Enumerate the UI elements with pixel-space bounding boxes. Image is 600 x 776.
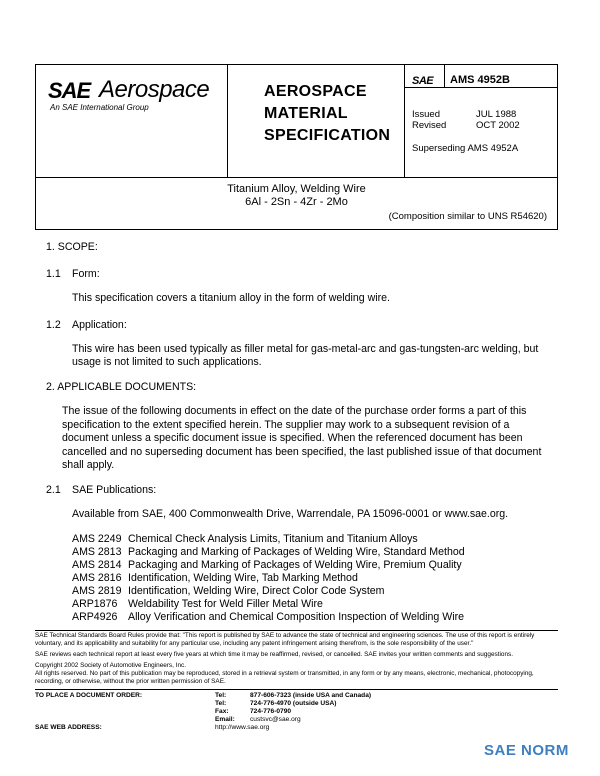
contact-label: Email: — [215, 716, 235, 723]
document-reference-row: ARP1876 Weldability Test for Weld Filler Metal Wire — [72, 598, 323, 610]
sae-norm-watermark-logo: SAE NORM — [484, 742, 569, 759]
section-2-1-title: SAE Publications: — [72, 484, 157, 496]
document-reference-row: AMS 2814 Packaging and Marking of Packages of Welding Wire, Premium Quality — [72, 559, 462, 571]
copyright-note: Copyright 2002 Society of Automotive Engineers, Inc. — [35, 662, 186, 669]
contact-value: 724-776-0790 — [250, 708, 292, 715]
section-2-paragraph: The issue of the following documents in effect on the date of the purchase order forms a part of this specification to the extent specified herein. The supplier may work to a subsequent revision of a document unless a specific document issue is specified. When the referenced document has been cancelled and no superseding document has been specified, the last published issue of that document shall apply. — [62, 405, 542, 472]
web-address-label: SAE WEB ADDRESS: — [35, 724, 102, 731]
revised-date: OCT 2002 — [476, 120, 520, 131]
contact-value: 877-606-7323 (inside USA and Canada) — [250, 692, 372, 699]
spec-title: AEROSPACE MATERIAL SPECIFICATION — [264, 83, 391, 144]
contact-label: Fax: — [215, 708, 229, 715]
section-1-heading: 1. SCOPE: — [46, 241, 98, 253]
document-header — [35, 64, 558, 178]
contact-label: Tel: — [215, 700, 227, 707]
standards-board-note: SAE Technical Standards Board Rules provide that: "This report is published by SAE to advance the state of technical and engineering sciences. The use of this report is entirely voluntary, and its applicability and suitability for any particular use, including any patent infringement arising therefrom, is the sole responsibility of the user." — [35, 632, 535, 648]
issued-label: Issued — [412, 109, 440, 120]
footer-divider — [35, 689, 558, 690]
subject-title: Titanium Alloy, Welding Wire — [227, 183, 366, 195]
sae-availability-text: Available from SAE, 400 Commonwealth Drive, Warrendale, PA 15096-0001 or www.sae.org. — [72, 508, 509, 520]
document-reference-row: AMS 2249 Chemical Check Analysis Limits, Titanium and Titanium Alloys — [72, 533, 418, 545]
document-reference-row: AMS 2819 Identification, Welding Wire, Direct Color Code System — [72, 585, 385, 597]
section-1-2-text-line-2: usage is not limited to such applications. — [72, 356, 262, 368]
contact-value: 724-776-4970 (outside USA) — [250, 700, 337, 707]
aerospace-logo-text: Aerospace — [99, 76, 210, 103]
logo-subtitle: An SAE International Group — [50, 103, 149, 112]
section-2-heading: 2. APPLICABLE DOCUMENTS: — [46, 381, 197, 393]
section-1-2-title: Application: — [72, 319, 127, 331]
section-1-2-number: 1.2 — [46, 319, 61, 331]
sae-small-logo: SAE — [412, 75, 434, 87]
contact-label: Tel: — [215, 692, 227, 699]
subject-alloy: 6Al - 2Sn - 4Zr - 2Mo — [245, 196, 348, 208]
order-label: TO PLACE A DOCUMENT ORDER: — [35, 692, 143, 699]
web-address-link[interactable]: http://www.sae.org — [215, 724, 270, 731]
superseding-note: Superseding AMS 4952A — [412, 143, 519, 154]
sae-logo: SAE — [48, 78, 91, 103]
section-1-1-text: This specification covers a titanium alloy in the form of welding wire. — [72, 292, 390, 304]
document-reference-row: AMS 2813 Packaging and Marking of Packages of Welding Wire, Standard Method — [72, 546, 465, 558]
composition-note: (Composition similar to UNS R54620) — [388, 211, 547, 222]
document-number: AMS 4952B — [450, 74, 510, 86]
section-1-2-text-line-1: This wire has been used typically as filler metal for gas-metal-arc and gas-tungsten-arc welding, but — [72, 343, 539, 355]
rights-note: All rights reserved. No part of this publication may be reproduced, stored in a retrieval system or transmitted, in any form or by any means, electronic, mechanical, photocopying, recording, or otherwise, without the prior written permission of SAE. — [35, 670, 534, 686]
footer-divider — [35, 630, 558, 631]
section-1-1-number: 1.1 — [46, 268, 61, 280]
section-2-1-number: 2.1 — [46, 484, 61, 496]
revised-label: Revised — [412, 120, 447, 131]
contact-email[interactable]: custsvc@sae.org — [250, 716, 301, 723]
document-reference-row: AMS 2816 Identification, Welding Wire, Tab Marking Method — [72, 572, 358, 584]
review-note: SAE reviews each technical report at least every five years at which time it may be reaffirmed, revised, or cancelled. SAE invites your written comments and suggestions. — [35, 651, 513, 658]
issued-date: JUL 1988 — [476, 109, 517, 120]
document-reference-row: ARP4926 Alloy Verification and Chemical Composition Inspection of Welding Wire — [72, 611, 465, 623]
section-1-1-title: Form: — [72, 268, 100, 280]
subject-block — [35, 178, 558, 230]
